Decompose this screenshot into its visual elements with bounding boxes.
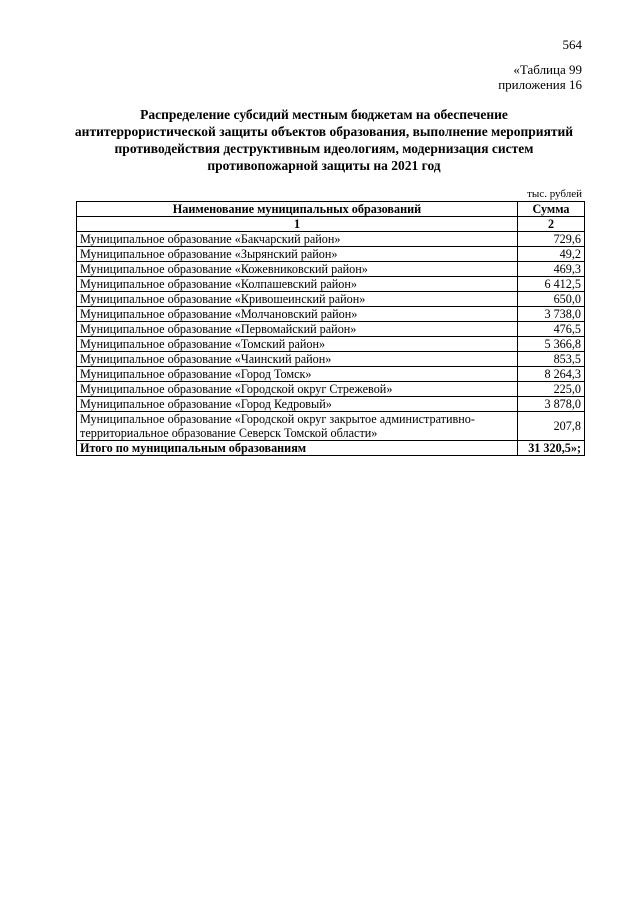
row-name: Муниципальное образование «Чаинский район»: [77, 352, 518, 367]
row-name: Муниципальное образование «Город Томск»: [77, 367, 518, 382]
units-label: тыс. рублей: [527, 188, 582, 200]
row-amount: 650,0: [518, 292, 585, 307]
annex-appendix-label: приложения 16: [498, 77, 582, 92]
row-amount: 476,5: [518, 322, 585, 337]
table-row: [77, 412, 585, 441]
column-number-2: 2: [518, 217, 585, 232]
table-row: [77, 352, 585, 367]
row-amount: 207,8: [518, 412, 585, 441]
table-row: [77, 277, 585, 292]
row-amount: 853,5: [518, 352, 585, 367]
column-number-1: 1: [77, 217, 518, 232]
table-row: [77, 322, 585, 337]
annex-table-label: «Таблица 99: [513, 62, 582, 77]
table-row: [77, 367, 585, 382]
row-amount: 225,0: [518, 382, 585, 397]
row-amount: 5 366,8: [518, 337, 585, 352]
column-header-name: Наименование муниципальных образований: [77, 202, 518, 217]
row-name: Муниципальное образование «Городской округ Стрежевой»: [77, 382, 518, 397]
annex-reference: [498, 62, 582, 92]
table-row: [77, 307, 585, 322]
table-row: [77, 292, 585, 307]
total-label: Итого по муниципальным образованиям: [77, 441, 518, 456]
table-row: [77, 247, 585, 262]
page-number: 564: [562, 37, 582, 52]
row-amount: 729,6: [518, 232, 585, 247]
row-name: Муниципальное образование «Городской округ закрытое административно-территориальное образование Северск Томской области»: [77, 412, 518, 441]
row-name: Муниципальное образование «Город Кедровый»: [77, 397, 518, 412]
row-amount: 3 738,0: [518, 307, 585, 322]
row-amount: 469,3: [518, 262, 585, 277]
table-row: [77, 262, 585, 277]
row-name: Муниципальное образование «Кривошеинский район»: [77, 292, 518, 307]
table-row: [77, 337, 585, 352]
row-amount: 6 412,5: [518, 277, 585, 292]
column-header-amount: Сумма: [518, 202, 585, 217]
row-name: Муниципальное образование «Томский район»: [77, 337, 518, 352]
row-name: Муниципальное образование «Колпашевский район»: [77, 277, 518, 292]
subsidies-table: [76, 201, 585, 456]
document-title: Распределение субсидий местным бюджетам на обеспечение антитеррористической защиты объектов образования, выполнение мероприятий противодействия деструктивным идеологиям, модернизация систем противопожарной защиты на 2021 год: [74, 107, 574, 173]
total-amount: 31 320,5»;: [518, 441, 585, 456]
row-name: Муниципальное образование «Бакчарский район»: [77, 232, 518, 247]
row-amount: 8 264,3: [518, 367, 585, 382]
table-row: [77, 382, 585, 397]
row-name: Муниципальное образование «Зырянский район»: [77, 247, 518, 262]
table-column-numbers-row: [77, 217, 585, 232]
row-name: Муниципальное образование «Кожевниковский район»: [77, 262, 518, 277]
table-row: [77, 232, 585, 247]
table-header-row: [77, 202, 585, 217]
table-row: [77, 397, 585, 412]
table-total-row: [77, 441, 585, 456]
row-amount: 3 878,0: [518, 397, 585, 412]
row-name: Муниципальное образование «Первомайский район»: [77, 322, 518, 337]
row-name: Муниципальное образование «Молчановский район»: [77, 307, 518, 322]
row-amount: 49,2: [518, 247, 585, 262]
